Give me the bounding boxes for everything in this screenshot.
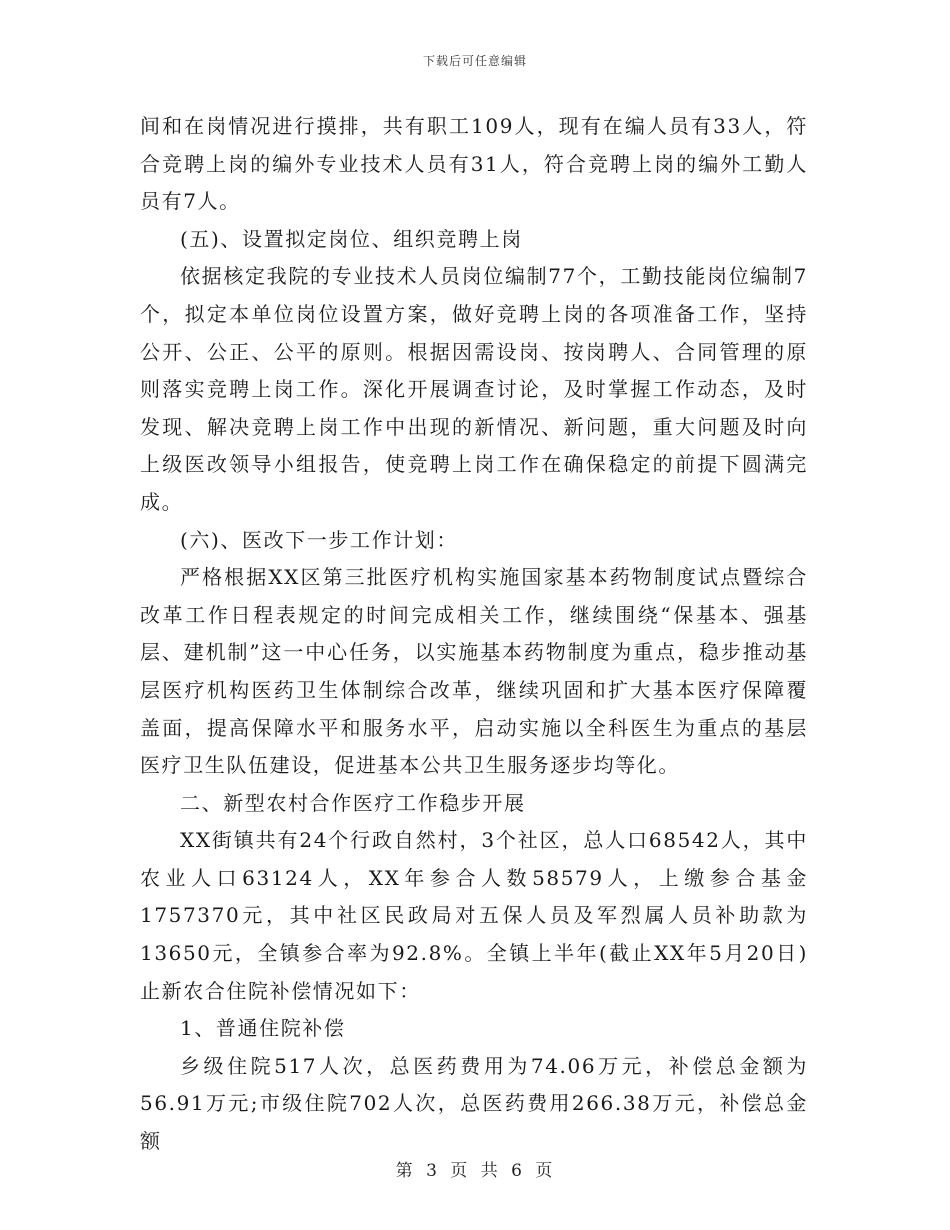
paragraph-next-plan: 严格根据XX区第三批医疗机构实施国家基本药物制度试点暨综合改革工作日程表规定的时间完成相关工作，继续围绕“保基本、强基层、建机制”这一中心任务，以实施基本药物制度为重点，稳步推动基层医疗机构医药卫生体制综合改革，继续巩固和扩大基本医疗保障覆盖面，提高保障水平和服务水平，启动实施以全科医生为重点的基层医疗卫生队伍建设，促进基本公共卫生服务逐步均等化。 <box>140 565 808 778</box>
paragraph-inpatient-stats: 乡级住院517人次，总医药费用为74.06万元，补偿总金额为56.91万元;市级住院702人次，总医药费用266.38万元，补偿总金额 <box>140 1053 808 1154</box>
page-number: 第 3 页 共 6 页 <box>395 1161 555 1181</box>
document-body <box>140 108 808 1161</box>
subheading-inpatient-compensation: 1、普通住院补偿 <box>180 1016 346 1041</box>
section-heading-5: (五)、设置拟定岗位、组织竞聘上岗 <box>180 226 523 251</box>
paragraph-post-setup: 依据核定我院的专业技术人员岗位编制77个，工勤技能岗位编制7个，拟定本单位岗位设置方案，做好竞聘上岗的各项准备工作，坚持公开、公正、公平的原则。根据因需设岗、按岗聘人、合同管理的原则落实竞聘上岗工作。深化开展调查讨论，及时掌握工作动态，及时发现、解决竞聘上岗工作中出现的新情况、新问题，重大问题及时向上级医改领导小组报告，使竞聘上岗工作在确保稳定的前提下圆满完成。 <box>140 264 808 514</box>
section-heading-coop-medical: 二、新型农村合作医疗工作稳步开展 <box>180 790 526 815</box>
section-heading-6: (六)、医改下一步工作计划： <box>180 527 459 552</box>
paragraph-coop-stats: XX街镇共有24个行政自然村，3个社区，总人口68542人，其中农业人口63124人，XX年参合人数58579人，上缴参合基金1757370元，其中社区民政局对五保人员及军烈属人员补助款为13650元，全镇参合率为92.8%。全镇上半年(截止XX年5月20日)止新农合住院补偿情况如下： <box>140 828 808 1003</box>
paragraph-continuation: 间和在岗情况进行摸排，共有职工109人，现有在编人员有33人，符合竞聘上岗的编外专业技术人员有31人，符合竞聘上岗的编外工勤人员有7人。 <box>140 114 808 214</box>
header-note: 下载后可任意编辑 <box>422 54 527 68</box>
